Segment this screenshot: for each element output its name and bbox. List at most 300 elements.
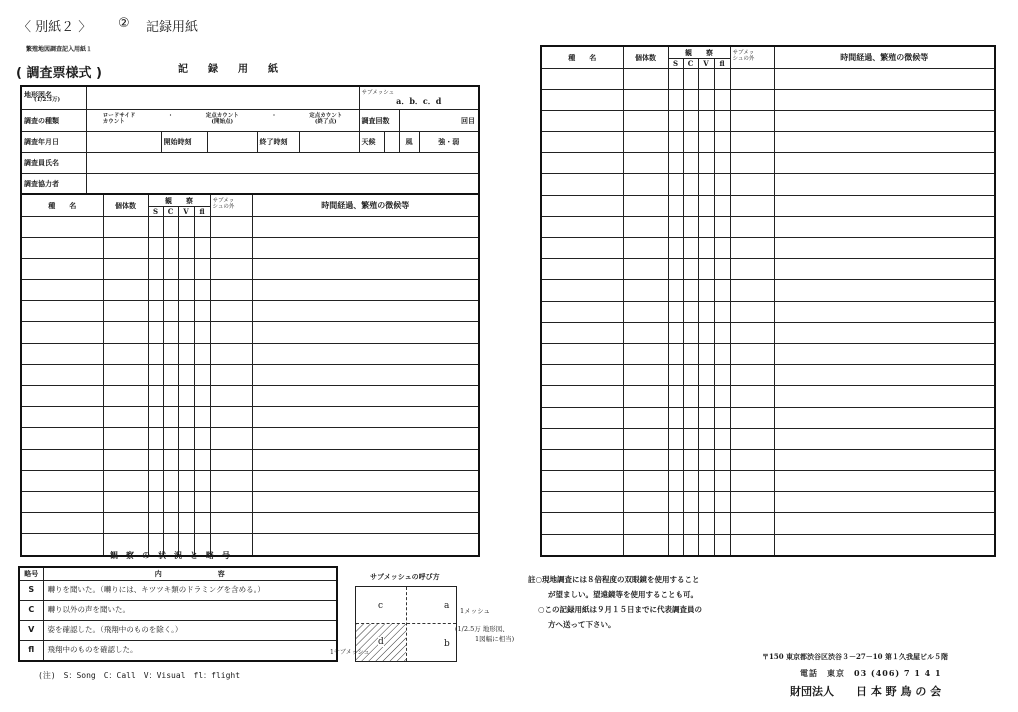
observe-cell[interactable] bbox=[683, 301, 698, 322]
observe-cell[interactable] bbox=[683, 534, 698, 556]
observe-cell[interactable] bbox=[668, 449, 683, 470]
notes-cell[interactable] bbox=[774, 492, 995, 513]
observe-cell[interactable] bbox=[698, 343, 714, 364]
observe-cell[interactable] bbox=[698, 259, 714, 280]
observe-cell[interactable] bbox=[163, 258, 178, 279]
observe-cell[interactable] bbox=[668, 238, 683, 259]
outside-cell[interactable] bbox=[730, 513, 774, 534]
date-field[interactable] bbox=[86, 131, 161, 152]
species-cell[interactable] bbox=[21, 301, 103, 322]
observe-cell[interactable] bbox=[178, 386, 194, 407]
species-cell[interactable] bbox=[541, 110, 623, 131]
observe-cell[interactable] bbox=[698, 322, 714, 343]
observe-cell[interactable] bbox=[698, 449, 714, 470]
observe-cell[interactable] bbox=[683, 471, 698, 492]
species-cell[interactable] bbox=[541, 132, 623, 153]
observe-cell[interactable] bbox=[194, 428, 210, 449]
notes-cell[interactable] bbox=[252, 280, 479, 301]
observe-cell[interactable] bbox=[178, 216, 194, 237]
notes-cell[interactable] bbox=[774, 259, 995, 280]
observe-cell[interactable] bbox=[683, 259, 698, 280]
table-row[interactable] bbox=[541, 449, 995, 470]
observe-cell[interactable] bbox=[698, 238, 714, 259]
species-cell[interactable] bbox=[541, 259, 623, 280]
observe-cell[interactable] bbox=[714, 513, 730, 534]
notes-cell[interactable] bbox=[774, 68, 995, 89]
count-cell[interactable] bbox=[623, 386, 668, 407]
observe-cell[interactable] bbox=[148, 237, 163, 258]
observe-cell[interactable] bbox=[163, 449, 178, 470]
table-row[interactable] bbox=[541, 301, 995, 322]
species-cell[interactable] bbox=[541, 534, 623, 556]
outside-cell[interactable] bbox=[730, 534, 774, 556]
count-cell[interactable] bbox=[103, 364, 148, 385]
table-row[interactable] bbox=[541, 407, 995, 428]
observe-cell[interactable] bbox=[668, 216, 683, 237]
observe-cell[interactable] bbox=[683, 153, 698, 174]
observe-cell[interactable] bbox=[714, 322, 730, 343]
observe-cell[interactable] bbox=[714, 195, 730, 216]
table-row[interactable] bbox=[541, 68, 995, 89]
count-cell[interactable] bbox=[623, 132, 668, 153]
observe-cell[interactable] bbox=[178, 470, 194, 491]
observe-cell[interactable] bbox=[194, 513, 210, 534]
notes-cell[interactable] bbox=[252, 407, 479, 428]
observe-cell[interactable] bbox=[714, 534, 730, 556]
outside-cell[interactable] bbox=[730, 471, 774, 492]
outside-cell[interactable] bbox=[210, 386, 252, 407]
observe-cell[interactable] bbox=[148, 407, 163, 428]
observe-cell[interactable] bbox=[668, 153, 683, 174]
observe-cell[interactable] bbox=[698, 534, 714, 556]
observe-cell[interactable] bbox=[668, 195, 683, 216]
outside-cell[interactable] bbox=[730, 216, 774, 237]
count-cell[interactable] bbox=[103, 216, 148, 237]
notes-cell[interactable] bbox=[252, 216, 479, 237]
start-time-field[interactable] bbox=[207, 131, 257, 152]
map-name-field[interactable] bbox=[86, 86, 359, 109]
observe-cell[interactable] bbox=[683, 280, 698, 301]
table-row[interactable] bbox=[541, 89, 995, 110]
outside-cell[interactable] bbox=[210, 428, 252, 449]
outside-cell[interactable] bbox=[730, 89, 774, 110]
observe-cell[interactable] bbox=[714, 216, 730, 237]
observe-cell[interactable] bbox=[668, 132, 683, 153]
observe-cell[interactable] bbox=[178, 449, 194, 470]
observe-cell[interactable] bbox=[698, 365, 714, 386]
species-cell[interactable] bbox=[541, 449, 623, 470]
observe-cell[interactable] bbox=[683, 322, 698, 343]
notes-cell[interactable] bbox=[774, 343, 995, 364]
table-row[interactable] bbox=[21, 343, 479, 364]
observe-cell[interactable] bbox=[178, 364, 194, 385]
outside-cell[interactable] bbox=[730, 132, 774, 153]
observe-cell[interactable] bbox=[683, 68, 698, 89]
observe-cell[interactable] bbox=[683, 174, 698, 195]
count-cell[interactable] bbox=[623, 471, 668, 492]
observe-cell[interactable] bbox=[194, 407, 210, 428]
notes-cell[interactable] bbox=[774, 428, 995, 449]
table-row[interactable] bbox=[541, 513, 995, 534]
observe-cell[interactable] bbox=[698, 216, 714, 237]
observe-cell[interactable] bbox=[668, 386, 683, 407]
notes-cell[interactable] bbox=[252, 491, 479, 512]
table-row[interactable] bbox=[21, 491, 479, 512]
outside-cell[interactable] bbox=[730, 365, 774, 386]
observe-cell[interactable] bbox=[668, 492, 683, 513]
observe-cell[interactable] bbox=[714, 471, 730, 492]
table-row[interactable] bbox=[21, 237, 479, 258]
notes-cell[interactable] bbox=[252, 237, 479, 258]
observe-cell[interactable] bbox=[683, 492, 698, 513]
table-row[interactable] bbox=[21, 407, 479, 428]
table-row[interactable] bbox=[541, 110, 995, 131]
observe-cell[interactable] bbox=[163, 513, 178, 534]
notes-cell[interactable] bbox=[774, 110, 995, 131]
table-row[interactable] bbox=[541, 280, 995, 301]
outside-cell[interactable] bbox=[210, 237, 252, 258]
notes-cell[interactable] bbox=[252, 258, 479, 279]
count-cell[interactable] bbox=[103, 449, 148, 470]
notes-cell[interactable] bbox=[252, 343, 479, 364]
observe-cell[interactable] bbox=[148, 258, 163, 279]
outside-cell[interactable] bbox=[210, 216, 252, 237]
observe-cell[interactable] bbox=[714, 259, 730, 280]
notes-cell[interactable] bbox=[774, 386, 995, 407]
observe-cell[interactable] bbox=[668, 174, 683, 195]
count-cell[interactable] bbox=[623, 195, 668, 216]
notes-cell[interactable] bbox=[252, 301, 479, 322]
observe-cell[interactable] bbox=[163, 322, 178, 343]
outside-cell[interactable] bbox=[730, 110, 774, 131]
species-cell[interactable] bbox=[541, 513, 623, 534]
notes-cell[interactable] bbox=[774, 132, 995, 153]
observe-cell[interactable] bbox=[714, 386, 730, 407]
count-cell[interactable] bbox=[623, 513, 668, 534]
notes-cell[interactable] bbox=[774, 471, 995, 492]
observe-cell[interactable] bbox=[194, 386, 210, 407]
species-cell[interactable] bbox=[21, 258, 103, 279]
observe-cell[interactable] bbox=[668, 365, 683, 386]
observe-cell[interactable] bbox=[698, 174, 714, 195]
survey-type-options[interactable]: ロードサイド カウント ・ 定点カウント (開始点) ・ 定点カウント (終了点) bbox=[86, 109, 359, 131]
notes-cell[interactable] bbox=[252, 386, 479, 407]
table-row[interactable] bbox=[21, 280, 479, 301]
table-row[interactable] bbox=[541, 386, 995, 407]
species-cell[interactable] bbox=[21, 322, 103, 343]
table-row[interactable] bbox=[21, 449, 479, 470]
observe-cell[interactable] bbox=[194, 322, 210, 343]
table-row[interactable] bbox=[21, 216, 479, 237]
observe-cell[interactable] bbox=[178, 513, 194, 534]
outside-cell[interactable] bbox=[730, 492, 774, 513]
count-cell[interactable] bbox=[623, 110, 668, 131]
species-cell[interactable] bbox=[21, 470, 103, 491]
observe-cell[interactable] bbox=[194, 470, 210, 491]
observe-cell[interactable] bbox=[683, 238, 698, 259]
count-cell[interactable] bbox=[103, 470, 148, 491]
table-row[interactable] bbox=[541, 216, 995, 237]
observe-cell[interactable] bbox=[178, 301, 194, 322]
observe-cell[interactable] bbox=[163, 216, 178, 237]
count-cell[interactable] bbox=[623, 89, 668, 110]
notes-cell[interactable] bbox=[774, 407, 995, 428]
species-cell[interactable] bbox=[541, 238, 623, 259]
observe-cell[interactable] bbox=[714, 68, 730, 89]
count-cell[interactable] bbox=[103, 343, 148, 364]
species-cell[interactable] bbox=[541, 365, 623, 386]
observe-cell[interactable] bbox=[683, 132, 698, 153]
observe-cell[interactable] bbox=[163, 407, 178, 428]
count-cell[interactable] bbox=[623, 174, 668, 195]
species-cell[interactable] bbox=[21, 428, 103, 449]
observe-cell[interactable] bbox=[668, 407, 683, 428]
observe-cell[interactable] bbox=[148, 428, 163, 449]
observe-cell[interactable] bbox=[148, 364, 163, 385]
observe-cell[interactable] bbox=[668, 534, 683, 556]
notes-cell[interactable] bbox=[774, 301, 995, 322]
observe-cell[interactable] bbox=[698, 428, 714, 449]
notes-cell[interactable] bbox=[252, 449, 479, 470]
count-cell[interactable] bbox=[623, 301, 668, 322]
observe-cell[interactable] bbox=[148, 301, 163, 322]
observe-cell[interactable] bbox=[698, 513, 714, 534]
observe-cell[interactable] bbox=[163, 491, 178, 512]
observe-cell[interactable] bbox=[683, 386, 698, 407]
observe-cell[interactable] bbox=[668, 110, 683, 131]
table-row[interactable] bbox=[541, 322, 995, 343]
observe-cell[interactable] bbox=[698, 195, 714, 216]
observe-cell[interactable] bbox=[683, 449, 698, 470]
outside-cell[interactable] bbox=[210, 470, 252, 491]
species-cell[interactable] bbox=[21, 449, 103, 470]
outside-cell[interactable] bbox=[210, 364, 252, 385]
species-cell[interactable] bbox=[541, 89, 623, 110]
outside-cell[interactable] bbox=[210, 322, 252, 343]
observe-cell[interactable] bbox=[714, 492, 730, 513]
count-cell[interactable] bbox=[623, 407, 668, 428]
observe-cell[interactable] bbox=[714, 174, 730, 195]
count-cell[interactable] bbox=[103, 280, 148, 301]
count-cell[interactable] bbox=[103, 301, 148, 322]
wind-values[interactable]: 強・弱 bbox=[419, 131, 479, 152]
notes-cell[interactable] bbox=[252, 322, 479, 343]
count-cell[interactable] bbox=[623, 216, 668, 237]
table-row[interactable] bbox=[21, 428, 479, 449]
species-cell[interactable] bbox=[541, 428, 623, 449]
observe-cell[interactable] bbox=[714, 153, 730, 174]
count-cell[interactable] bbox=[623, 449, 668, 470]
observe-cell[interactable] bbox=[668, 280, 683, 301]
observe-cell[interactable] bbox=[698, 89, 714, 110]
count-cell[interactable] bbox=[103, 491, 148, 512]
species-cell[interactable] bbox=[541, 301, 623, 322]
observe-cell[interactable] bbox=[163, 428, 178, 449]
count-cell[interactable] bbox=[623, 153, 668, 174]
outside-cell[interactable] bbox=[730, 68, 774, 89]
species-cell[interactable] bbox=[21, 364, 103, 385]
observe-cell[interactable] bbox=[194, 258, 210, 279]
table-row[interactable] bbox=[21, 534, 479, 556]
observe-cell[interactable] bbox=[194, 280, 210, 301]
species-cell[interactable] bbox=[21, 386, 103, 407]
count-cell[interactable] bbox=[623, 68, 668, 89]
submesh-cell[interactable]: サブメッシュ a．b．c．d bbox=[359, 86, 479, 109]
table-row[interactable] bbox=[541, 259, 995, 280]
observe-cell[interactable] bbox=[178, 258, 194, 279]
observe-cell[interactable] bbox=[178, 343, 194, 364]
observe-cell[interactable] bbox=[148, 449, 163, 470]
count-cell[interactable] bbox=[623, 322, 668, 343]
count-cell[interactable] bbox=[103, 258, 148, 279]
table-row[interactable] bbox=[541, 195, 995, 216]
observe-cell[interactable] bbox=[683, 407, 698, 428]
species-cell[interactable] bbox=[21, 407, 103, 428]
observe-cell[interactable] bbox=[178, 491, 194, 512]
count-cell[interactable] bbox=[623, 280, 668, 301]
notes-cell[interactable] bbox=[252, 534, 479, 556]
notes-cell[interactable] bbox=[774, 216, 995, 237]
observe-cell[interactable] bbox=[194, 343, 210, 364]
table-row[interactable] bbox=[541, 428, 995, 449]
species-cell[interactable] bbox=[21, 491, 103, 512]
observe-cell[interactable] bbox=[714, 407, 730, 428]
observe-cell[interactable] bbox=[668, 343, 683, 364]
outside-cell[interactable] bbox=[210, 258, 252, 279]
weather-field[interactable] bbox=[384, 131, 399, 152]
count-cell[interactable] bbox=[623, 259, 668, 280]
outside-cell[interactable] bbox=[730, 301, 774, 322]
species-cell[interactable] bbox=[541, 195, 623, 216]
end-time-field[interactable] bbox=[299, 131, 359, 152]
observe-cell[interactable] bbox=[714, 301, 730, 322]
surveyor-field[interactable] bbox=[86, 152, 479, 173]
observe-cell[interactable] bbox=[683, 110, 698, 131]
count-cell[interactable] bbox=[623, 534, 668, 556]
outside-cell[interactable] bbox=[210, 491, 252, 512]
observe-cell[interactable] bbox=[683, 89, 698, 110]
species-cell[interactable] bbox=[541, 322, 623, 343]
notes-cell[interactable] bbox=[774, 513, 995, 534]
species-cell[interactable] bbox=[541, 153, 623, 174]
observe-cell[interactable] bbox=[163, 470, 178, 491]
notes-cell[interactable] bbox=[252, 470, 479, 491]
outside-cell[interactable] bbox=[210, 343, 252, 364]
observe-cell[interactable] bbox=[714, 110, 730, 131]
observe-cell[interactable] bbox=[194, 216, 210, 237]
table-row[interactable] bbox=[541, 153, 995, 174]
observe-cell[interactable] bbox=[668, 89, 683, 110]
observe-cell[interactable] bbox=[163, 386, 178, 407]
notes-cell[interactable] bbox=[252, 513, 479, 534]
notes-cell[interactable] bbox=[774, 534, 995, 556]
notes-cell[interactable] bbox=[774, 195, 995, 216]
species-cell[interactable] bbox=[541, 343, 623, 364]
outside-cell[interactable] bbox=[210, 513, 252, 534]
notes-cell[interactable] bbox=[252, 428, 479, 449]
observe-cell[interactable] bbox=[698, 301, 714, 322]
outside-cell[interactable] bbox=[730, 259, 774, 280]
observe-cell[interactable] bbox=[178, 280, 194, 301]
observe-cell[interactable] bbox=[194, 449, 210, 470]
table-row[interactable] bbox=[21, 301, 479, 322]
observe-cell[interactable] bbox=[698, 153, 714, 174]
observe-cell[interactable] bbox=[163, 237, 178, 258]
species-cell[interactable] bbox=[541, 471, 623, 492]
outside-cell[interactable] bbox=[730, 343, 774, 364]
species-cell[interactable] bbox=[541, 386, 623, 407]
observe-cell[interactable] bbox=[163, 280, 178, 301]
table-row[interactable] bbox=[541, 534, 995, 556]
observe-cell[interactable] bbox=[668, 301, 683, 322]
species-cell[interactable] bbox=[541, 492, 623, 513]
notes-cell[interactable] bbox=[774, 365, 995, 386]
notes-cell[interactable] bbox=[774, 322, 995, 343]
count-cell[interactable] bbox=[103, 237, 148, 258]
observe-cell[interactable] bbox=[148, 216, 163, 237]
observe-cell[interactable] bbox=[683, 195, 698, 216]
outside-cell[interactable] bbox=[730, 449, 774, 470]
survey-count-field[interactable]: 回目 bbox=[399, 109, 479, 131]
species-cell[interactable] bbox=[541, 174, 623, 195]
cooperator-field[interactable] bbox=[86, 173, 479, 194]
table-row[interactable] bbox=[21, 470, 479, 491]
observe-cell[interactable] bbox=[698, 110, 714, 131]
table-row[interactable] bbox=[541, 174, 995, 195]
observe-cell[interactable] bbox=[668, 428, 683, 449]
notes-cell[interactable] bbox=[774, 153, 995, 174]
notes-cell[interactable] bbox=[774, 280, 995, 301]
table-row[interactable] bbox=[21, 322, 479, 343]
observe-cell[interactable] bbox=[194, 491, 210, 512]
outside-cell[interactable] bbox=[210, 280, 252, 301]
observe-cell[interactable] bbox=[163, 343, 178, 364]
table-row[interactable] bbox=[21, 364, 479, 385]
species-cell[interactable] bbox=[541, 68, 623, 89]
species-cell[interactable] bbox=[21, 237, 103, 258]
observe-cell[interactable] bbox=[698, 132, 714, 153]
count-cell[interactable] bbox=[623, 343, 668, 364]
observe-cell[interactable] bbox=[194, 301, 210, 322]
count-cell[interactable] bbox=[623, 492, 668, 513]
observe-cell[interactable] bbox=[714, 449, 730, 470]
table-row[interactable] bbox=[21, 386, 479, 407]
observe-cell[interactable] bbox=[178, 428, 194, 449]
count-cell[interactable] bbox=[623, 238, 668, 259]
species-cell[interactable] bbox=[541, 216, 623, 237]
observe-cell[interactable] bbox=[714, 428, 730, 449]
notes-cell[interactable] bbox=[252, 364, 479, 385]
observe-cell[interactable] bbox=[698, 386, 714, 407]
outside-cell[interactable] bbox=[730, 407, 774, 428]
table-row[interactable] bbox=[21, 513, 479, 534]
observe-cell[interactable] bbox=[148, 343, 163, 364]
table-row[interactable] bbox=[541, 471, 995, 492]
observe-cell[interactable] bbox=[714, 343, 730, 364]
species-cell[interactable] bbox=[21, 216, 103, 237]
count-cell[interactable] bbox=[103, 407, 148, 428]
observe-cell[interactable] bbox=[683, 428, 698, 449]
species-cell[interactable] bbox=[21, 513, 103, 534]
count-cell[interactable] bbox=[623, 428, 668, 449]
notes-cell[interactable] bbox=[774, 449, 995, 470]
outside-cell[interactable] bbox=[730, 153, 774, 174]
outside-cell[interactable] bbox=[730, 174, 774, 195]
observe-cell[interactable] bbox=[163, 301, 178, 322]
observe-cell[interactable] bbox=[698, 492, 714, 513]
outside-cell[interactable] bbox=[210, 301, 252, 322]
observe-cell[interactable] bbox=[714, 132, 730, 153]
